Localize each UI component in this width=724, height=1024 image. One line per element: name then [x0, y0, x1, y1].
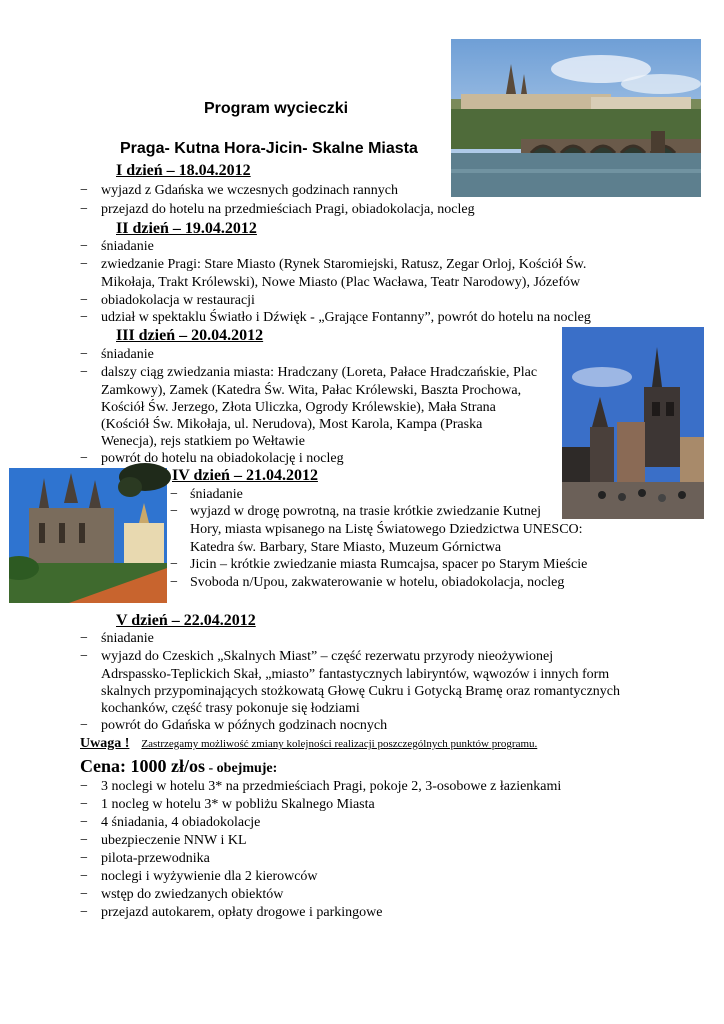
note-text: Zastrzegamy możliwość zmiany kolejności realizacji poszczególnych punktów programu.: [141, 738, 538, 750]
day-3-heading: III dzień – 20.04.2012: [116, 327, 264, 344]
bullet: −: [80, 202, 88, 217]
day-1-heading: I dzień – 18.04.2012: [116, 162, 251, 179]
day-5-item-2-line-4: kochanków, część trasy pokonuje się łodziami: [101, 701, 360, 716]
bullet: −: [170, 557, 178, 572]
photo-prague-castle-bridge: [451, 39, 701, 197]
price-item-1: 3 noclegi w hotelu 3* na przedmieściach Pragi, pokoje 2, 3-osobowe z łazienkami: [101, 779, 562, 794]
note-label: Uwaga !: [80, 736, 130, 751]
page-title: Program wycieczki: [204, 100, 349, 117]
note: [80, 734, 537, 752]
day-4-item-1: śniadanie: [190, 487, 243, 502]
photo-foliage-corner: [115, 462, 175, 502]
day-3-item-3: powrót do hotelu na obiadokolację i nocleg: [101, 451, 344, 466]
day-4-heading: IV dzień – 21.04.2012: [172, 467, 318, 484]
bullet: −: [80, 451, 88, 466]
day-5-item-2-line-2: Adrspassko-Teplickich Skał, „miasto” fantastycznych labiryntów, wąwozów i innych form: [101, 667, 610, 682]
bullet: −: [170, 487, 178, 502]
price-item-7: wstęp do zwiedzanych obiektów: [101, 887, 284, 902]
day-2-item-1: śniadanie: [101, 239, 154, 254]
bullet: −: [80, 815, 88, 830]
day-2-item-3: obiadokolacja w restauracji: [101, 293, 255, 308]
day-5-item-2-line-1: wyjazd do Czeskich „Skalnych Miast” – część rezerwatu przyrody nieożywionej: [101, 649, 554, 664]
day-1-item-2: przejazd do hotelu na przedmieściach Pragi, obiadokolacja, nocleg: [101, 202, 475, 217]
day-3-item-1: śniadanie: [101, 347, 154, 362]
day-1-item-1: wyjazd z Gdańska we wczesnych godzinach rannych: [101, 183, 398, 198]
bullet: −: [80, 649, 88, 664]
day-2-item-2-line-1: zwiedzanie Pragi: Stare Miasto (Rynek Staromiejski, Ratusz, Zegar Orloj, Kościół Św.: [101, 257, 587, 272]
bullet: −: [80, 887, 88, 902]
price-item-8: przejazd autokarem, opłaty drogowe i parkingowe: [101, 905, 383, 920]
day-4-item-4: Svoboda n/Upou, zakwaterowanie w hotelu, obiadokolacja, nocleg: [190, 575, 565, 590]
day-5-heading: V dzień – 22.04.2012: [116, 612, 256, 629]
day-3-item-2-line-1: dalszy ciąg zwiedzania miasta: Hradczany (Loreta, Pałace Hradczańskie, Plac: [101, 365, 538, 380]
price-label: Cena: 1000 zł/os: [80, 756, 205, 776]
day-5-item-3: powrót do Gdańska w późnych godzinach nocnych: [101, 718, 388, 733]
price-item-3: 4 śniadania, 4 obiadokolacje: [101, 815, 261, 830]
bullet: −: [80, 293, 88, 308]
bullet: −: [80, 797, 88, 812]
day-3-item-2-line-4: (Kościół Św. Mikołaja, ul. Nerudova), Most Karola, Kampa (Praska: [101, 417, 483, 432]
bullet: −: [80, 183, 88, 198]
day-4-item-2-line-3: Katedra św. Barbary, Stare Miasto, Muzeum Górnictwa: [190, 540, 502, 555]
day-4-item-2-line-1: wyjazd w drogę powrotną, na trasie krótkie zwiedzanie Kutnej: [190, 504, 542, 519]
day-4-item-2-line-2: Hory, miasta wpisanego na Listę Światowego Dziedzictwa UNESCO:: [190, 522, 583, 537]
day-3-item-2-line-3: Kościół Św. Jerzego, Złota Uliczka, Ogrody Królewskie), Mała Strana: [101, 400, 496, 415]
bullet: −: [80, 631, 88, 646]
bullet: −: [80, 347, 88, 362]
price-heading: [80, 756, 277, 777]
bullet: −: [80, 869, 88, 884]
day-3-item-2-line-5: Wenecja), rejs statkiem po Wełtawie: [101, 434, 305, 449]
bullet: −: [80, 851, 88, 866]
bullet: −: [170, 504, 178, 519]
day-3-item-2-line-2: Zamkowy), Zamek (Katedra Św. Wita, Pałac Królewski, Baszta Prochowa,: [101, 383, 522, 398]
bullet: −: [80, 718, 88, 733]
day-5-item-2-line-3: skalnych przypominających stożkowatą Głowę Cukru i Gotycką Bramę oraz romantycznych: [101, 684, 620, 699]
bullet: −: [80, 257, 88, 272]
price-item-2: 1 nocleg w hotelu 3* w pobliżu Skalnego Miasta: [101, 797, 375, 812]
day-2-item-2-line-2: Mikołaja, Trakt Królewski), Nowe Miasto (Plac Wacława, Teatr Narodowy), Józefów: [101, 275, 581, 290]
bullet: −: [80, 833, 88, 848]
day-5-item-1: śniadanie: [101, 631, 154, 646]
day-4-item-3: Jicin – krótkie zwiedzanie miasta Rumcajsa, spacer po Starym Mieście: [190, 557, 588, 572]
bullet: −: [80, 905, 88, 920]
price-item-6: noclegi i wyżywienie dla 2 kierowców: [101, 869, 318, 884]
bullet: −: [170, 575, 178, 590]
price-item-5: pilota-przewodnika: [101, 851, 210, 866]
page-subtitle: Praga- Kutna Hora-Jicin- Skalne Miasta: [120, 140, 418, 157]
price-suffix: - obejmuje:: [205, 761, 278, 776]
bullet: −: [80, 239, 88, 254]
photo-charles-bridge-tower: [562, 327, 704, 519]
day-2-heading: II dzień – 19.04.2012: [116, 220, 257, 237]
day-2-item-4: udział w spektaklu Światło i Dźwięk - „Grające Fontanny”, powrót do hotelu na nocleg: [101, 310, 591, 325]
price-item-4: ubezpieczenie NNW i KL: [101, 833, 247, 848]
bullet: −: [80, 365, 88, 380]
bullet: −: [80, 310, 88, 325]
bullet: −: [80, 779, 88, 794]
